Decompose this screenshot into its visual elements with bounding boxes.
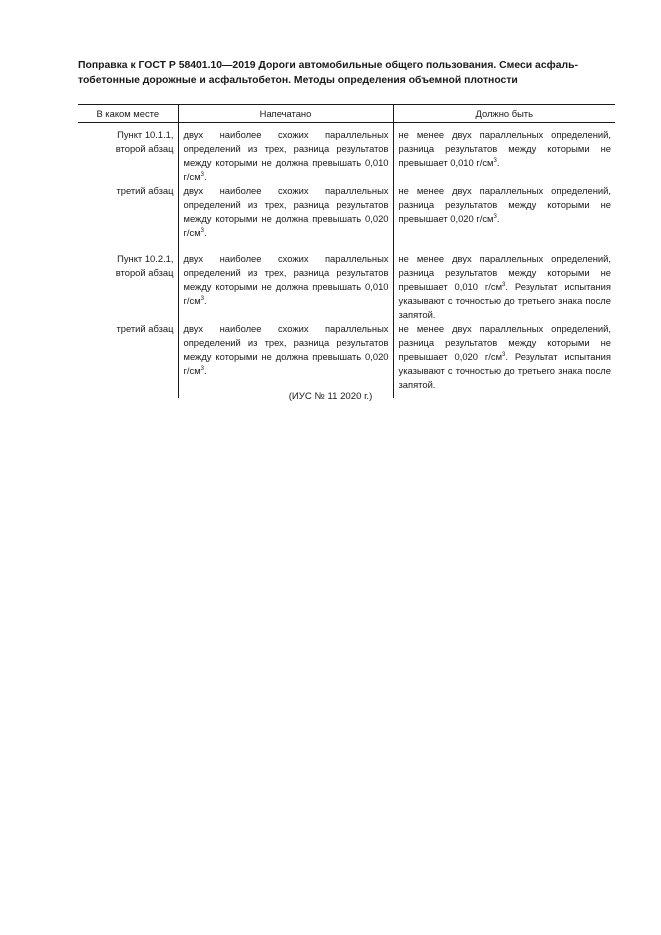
table-row — [78, 123, 615, 185]
printed-text: двух наиболее схожих параллельных определений из трех, разница результатов между которыми не должна превышать 0,020 г/см — [183, 185, 389, 238]
header-where: В каком месте — [78, 105, 178, 123]
should-be-text: не менее двух параллельных определений, разница результатов между которыми не превышает 0,010 г/см — [398, 129, 611, 168]
cell-printed — [178, 240, 393, 322]
period: . — [204, 365, 207, 376]
amendment-table — [78, 104, 615, 398]
amendment-page — [78, 58, 615, 398]
should-be-text: не менее двух параллельных определений, разница результатов между которыми не превышает 0,020 г/см — [398, 185, 611, 224]
cell-where — [78, 184, 178, 240]
printed-text: двух наиболее схожих параллельных определений из трех, разница результатов между которыми не должна превышать 0,010 г/см — [183, 253, 389, 306]
cell-should-be — [393, 240, 615, 322]
unit-exponent: 3 — [493, 158, 497, 164]
should-be-tail: . Результат испытания указывают с точностью до третьего знака после запятой. — [398, 281, 611, 320]
unit-exponent: 3 — [200, 228, 205, 234]
where-paragraph: второй абзац — [115, 267, 174, 278]
period: . — [496, 213, 500, 224]
cell-printed — [178, 322, 393, 398]
table-row — [78, 184, 615, 240]
cell-printed — [178, 123, 393, 185]
printed-text: двух наиболее схожих параллельных определений из трех, разница результатов между которыми не должна превышать 0,020 г/см — [183, 323, 389, 376]
title-line-1: Поправка к ГОСТ Р 58401.10—2019 Дороги автомобильные общего пользования. Смеси асфаль- — [78, 60, 578, 71]
where-paragraph: третий абзац — [116, 185, 174, 196]
cell-should-be — [393, 322, 615, 398]
should-be-text: не менее двух параллельных определений, разница результатов между которыми не превышает 0,010 г/см — [398, 253, 611, 292]
table-header-row — [78, 105, 615, 123]
header-should-be: Должно быть — [393, 105, 615, 123]
where-clause: Пункт 10.2.1, — [117, 253, 174, 264]
table-row — [78, 322, 615, 398]
footer-source-note: (ИУС № 11 2020 г.) — [288, 391, 373, 402]
should-be-text: не менее двух параллельных определений, разница результатов между которыми не превышает 0,020 г/см — [398, 323, 611, 362]
should-be-tail: . Результат испытания указывают с точностью до третьего знака после запятой. — [398, 351, 611, 390]
unit-exponent: 3 — [502, 352, 506, 358]
cell-where — [78, 322, 178, 398]
cell-should-be — [393, 123, 615, 185]
unit-exponent: 3 — [493, 214, 497, 220]
cell-where — [78, 240, 178, 322]
unit-exponent: 3 — [200, 172, 205, 178]
where-paragraph: третий абзац — [116, 323, 174, 334]
printed-text: двух наиболее схожих параллельных определений из трех, разница результатов между которыми не должна превышать 0,010 г/см — [183, 129, 389, 182]
period: . — [204, 171, 207, 182]
document-title — [78, 58, 615, 88]
cell-should-be — [393, 184, 615, 240]
period: . — [204, 295, 207, 306]
table-row — [78, 240, 615, 322]
period: . — [496, 157, 500, 168]
unit-exponent: 3 — [200, 296, 205, 302]
where-paragraph: второй абзац — [115, 143, 174, 154]
cell-where — [78, 123, 178, 185]
period: . — [204, 227, 207, 238]
title-line-2: тобетонные дорожные и асфальтобетон. Методы определения объемной плотности — [78, 75, 518, 86]
unit-exponent: 3 — [200, 366, 205, 372]
where-clause: Пункт 10.1.1, — [117, 129, 174, 140]
cell-printed — [178, 184, 393, 240]
unit-exponent: 3 — [502, 282, 506, 288]
header-printed: Напечатано — [178, 105, 393, 123]
